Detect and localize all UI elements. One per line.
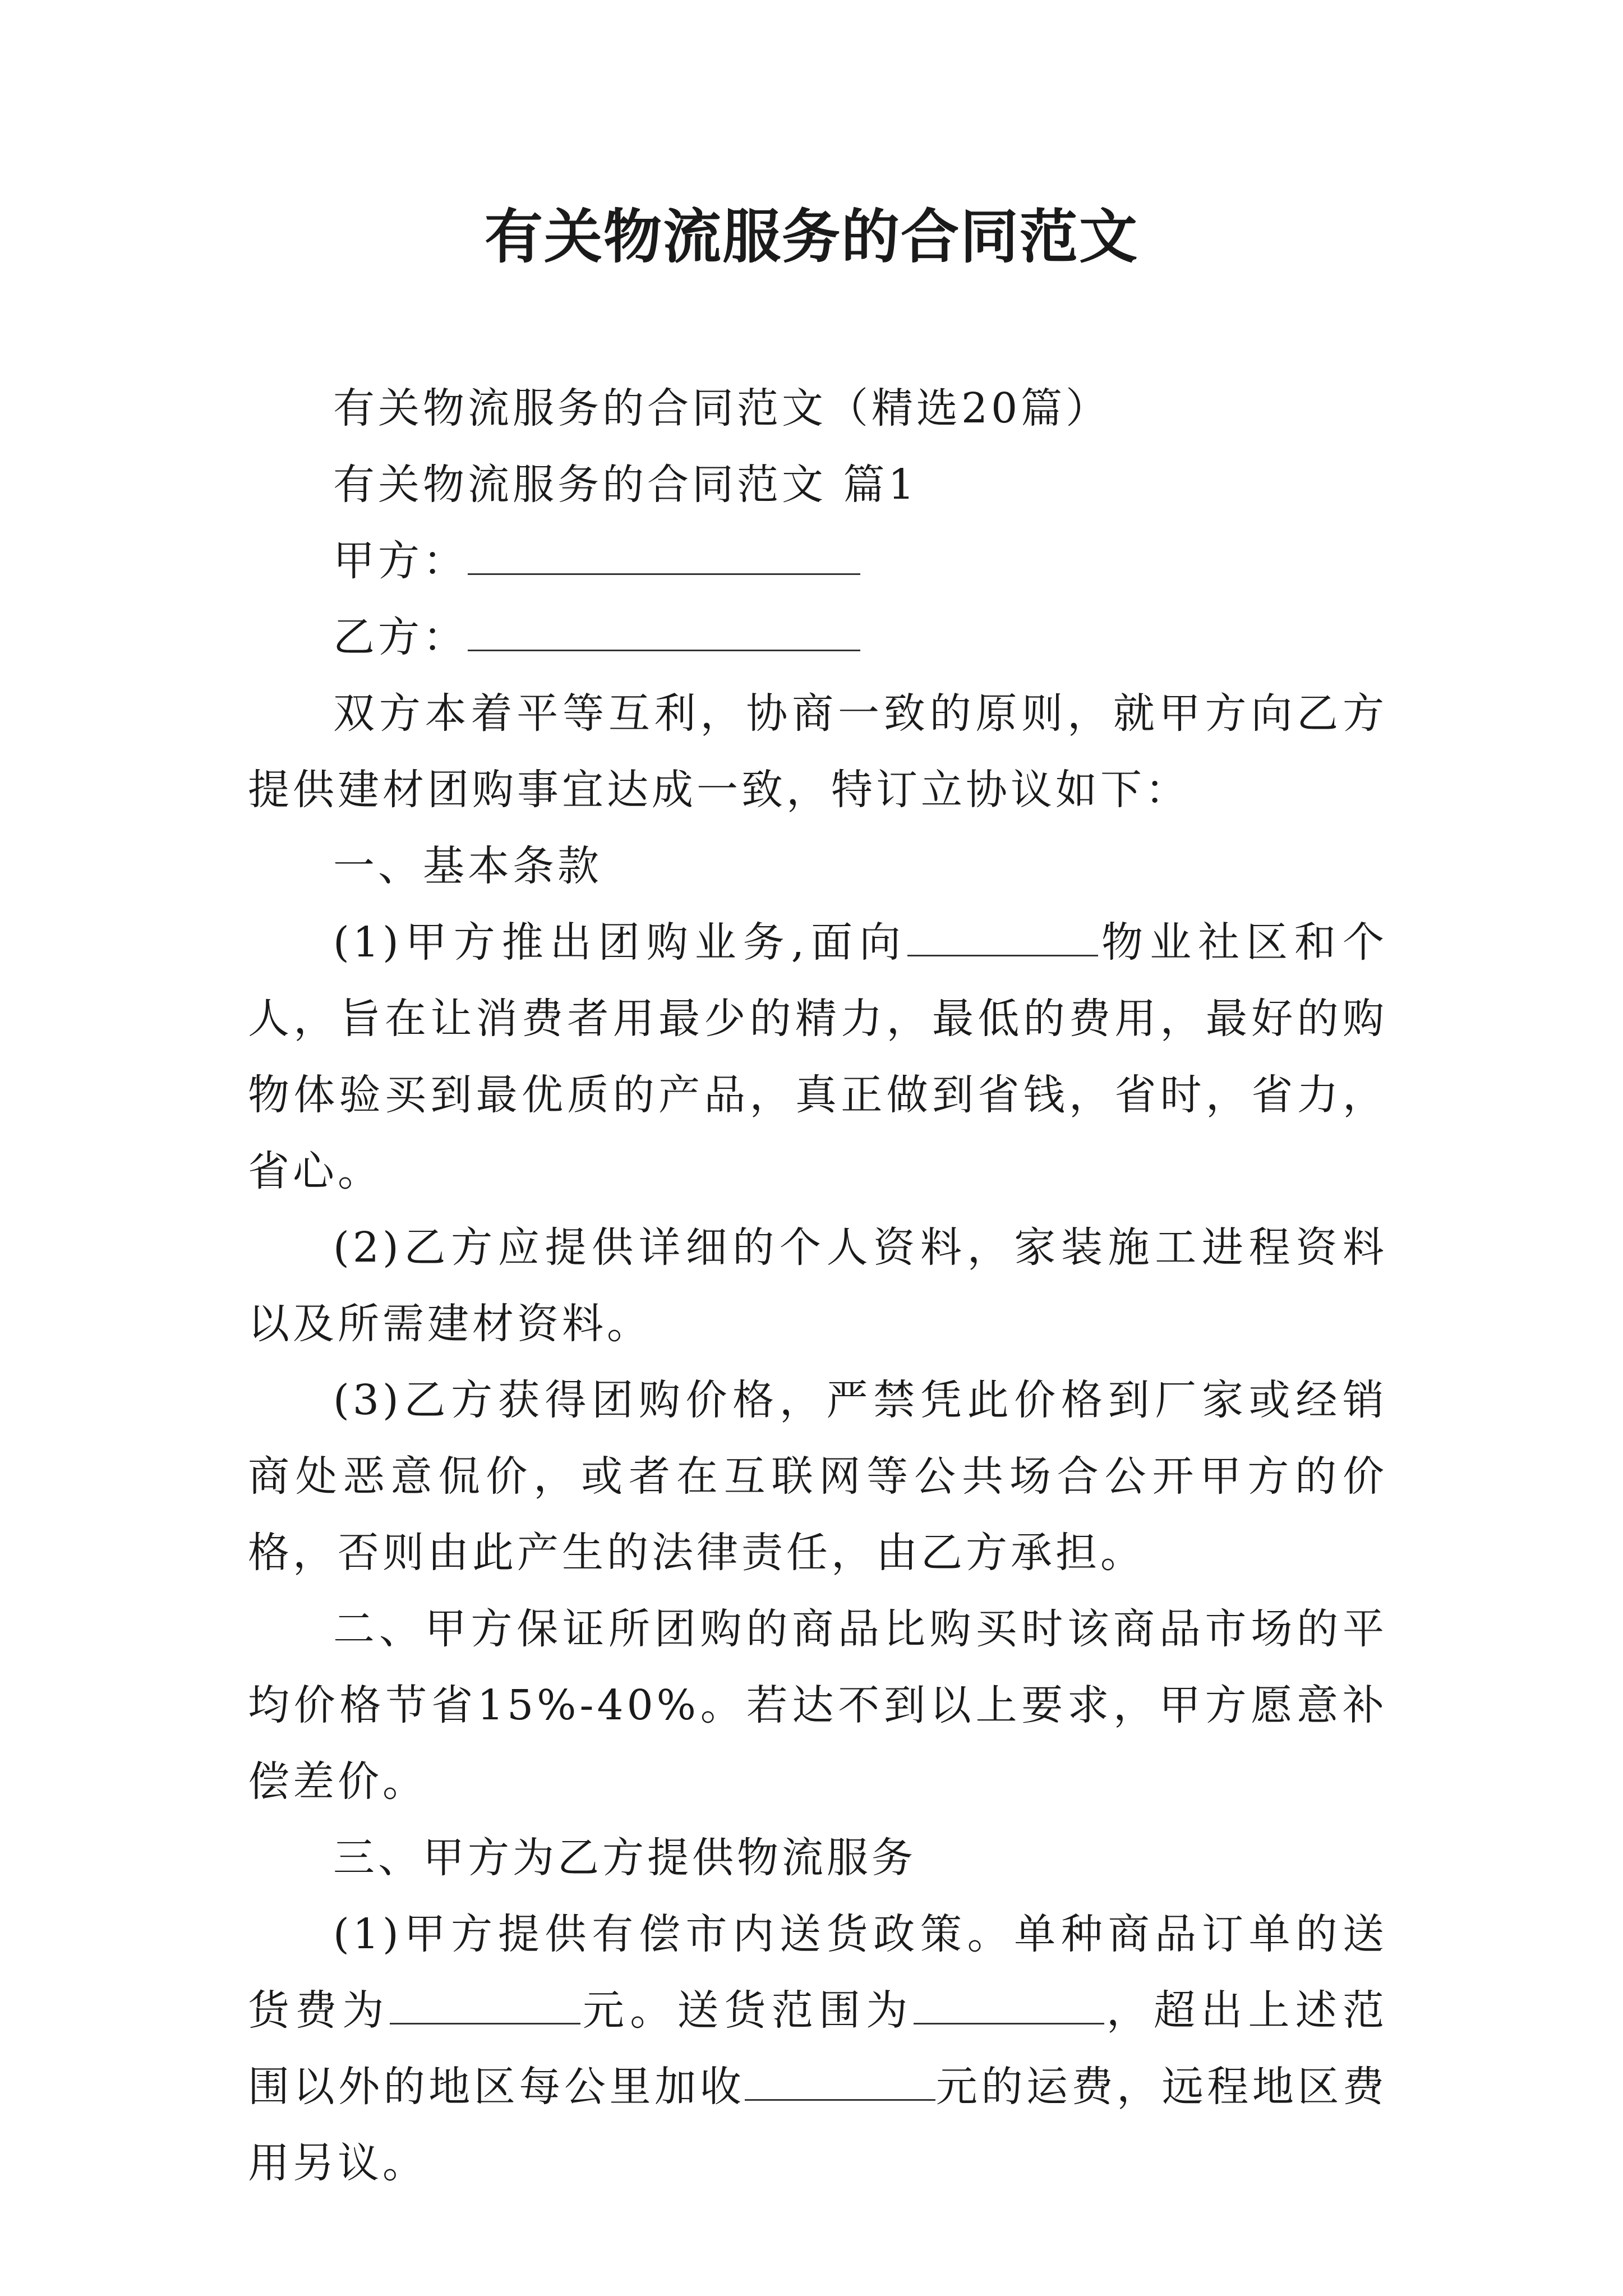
clause3-1-d: 元的运费，远程地区费用另议。 [248,2063,1388,2187]
clause1-1-post: 物业社区和个人，旨在让消费者用最少的精力，最低的费用，最好的购物体验买到最优质的产品，真正做到省钱，省时，省力，省心。 [248,918,1388,1195]
delivery-fee-blank [390,1984,580,2024]
clause3-heading: 三、甲方为乙方提供物流服务 [333,1834,916,1882]
per-km-fee-blank [745,2060,935,2101]
community-blank [907,915,1098,956]
party-b-blank [468,610,860,651]
clause1-2: (2)乙方应提供详细的个人资料，家装施工进程资料以及所需建材资料。 [248,1223,1387,1348]
party-a-line [248,523,1387,599]
party-b-line [248,599,1387,675]
clause3-1-a: (1)甲方提供有偿市内送货政策。单种商品订单的送货费为 [248,1910,1387,2035]
delivery-range-blank [914,1984,1104,2024]
clause3-1 [248,1896,1387,2201]
clause1-1-pre: (1)甲方推出团购业务,面向 [333,918,908,967]
clause2: 二、甲方保证所团购的商品比购买时该商品市场的平均价格节省15%-40%。若达不到以上要求，甲方愿意补偿差价。 [248,1605,1387,1806]
clause1-heading: 一、基本条款 [333,842,602,890]
subtitle: 有关物流服务的合同范文（精选20篇） [333,384,1111,432]
party-b-label: 乙方： [333,613,468,661]
party-a-blank [468,534,860,575]
clause3-1-c: ，超出上述范围以外的地区每公里加收 [248,1986,1388,2111]
party-a-label: 甲方： [333,537,468,585]
clause1-1 [248,904,1387,1209]
document-title: 有关物流服务的合同范文 [484,202,1138,271]
intro-paragraph: 双方本着平等互利，协商一致的原则，就甲方向乙方提供建材团购事宜达成一致，特订立协议如下： [248,689,1387,814]
document-body [248,370,1387,2201]
section-heading: 有关物流服务的合同范文 篇1 [333,461,918,509]
clause3-1-b: 元。送货范围为 [580,1986,914,2035]
clause1-3: (3)乙方获得团购价格，严禁凭此价格到厂家或经销商处恶意侃价，或者在互联网等公共场合公开甲方的价格，否则由此产生的法律责任，由乙方承担。 [248,1376,1387,1577]
